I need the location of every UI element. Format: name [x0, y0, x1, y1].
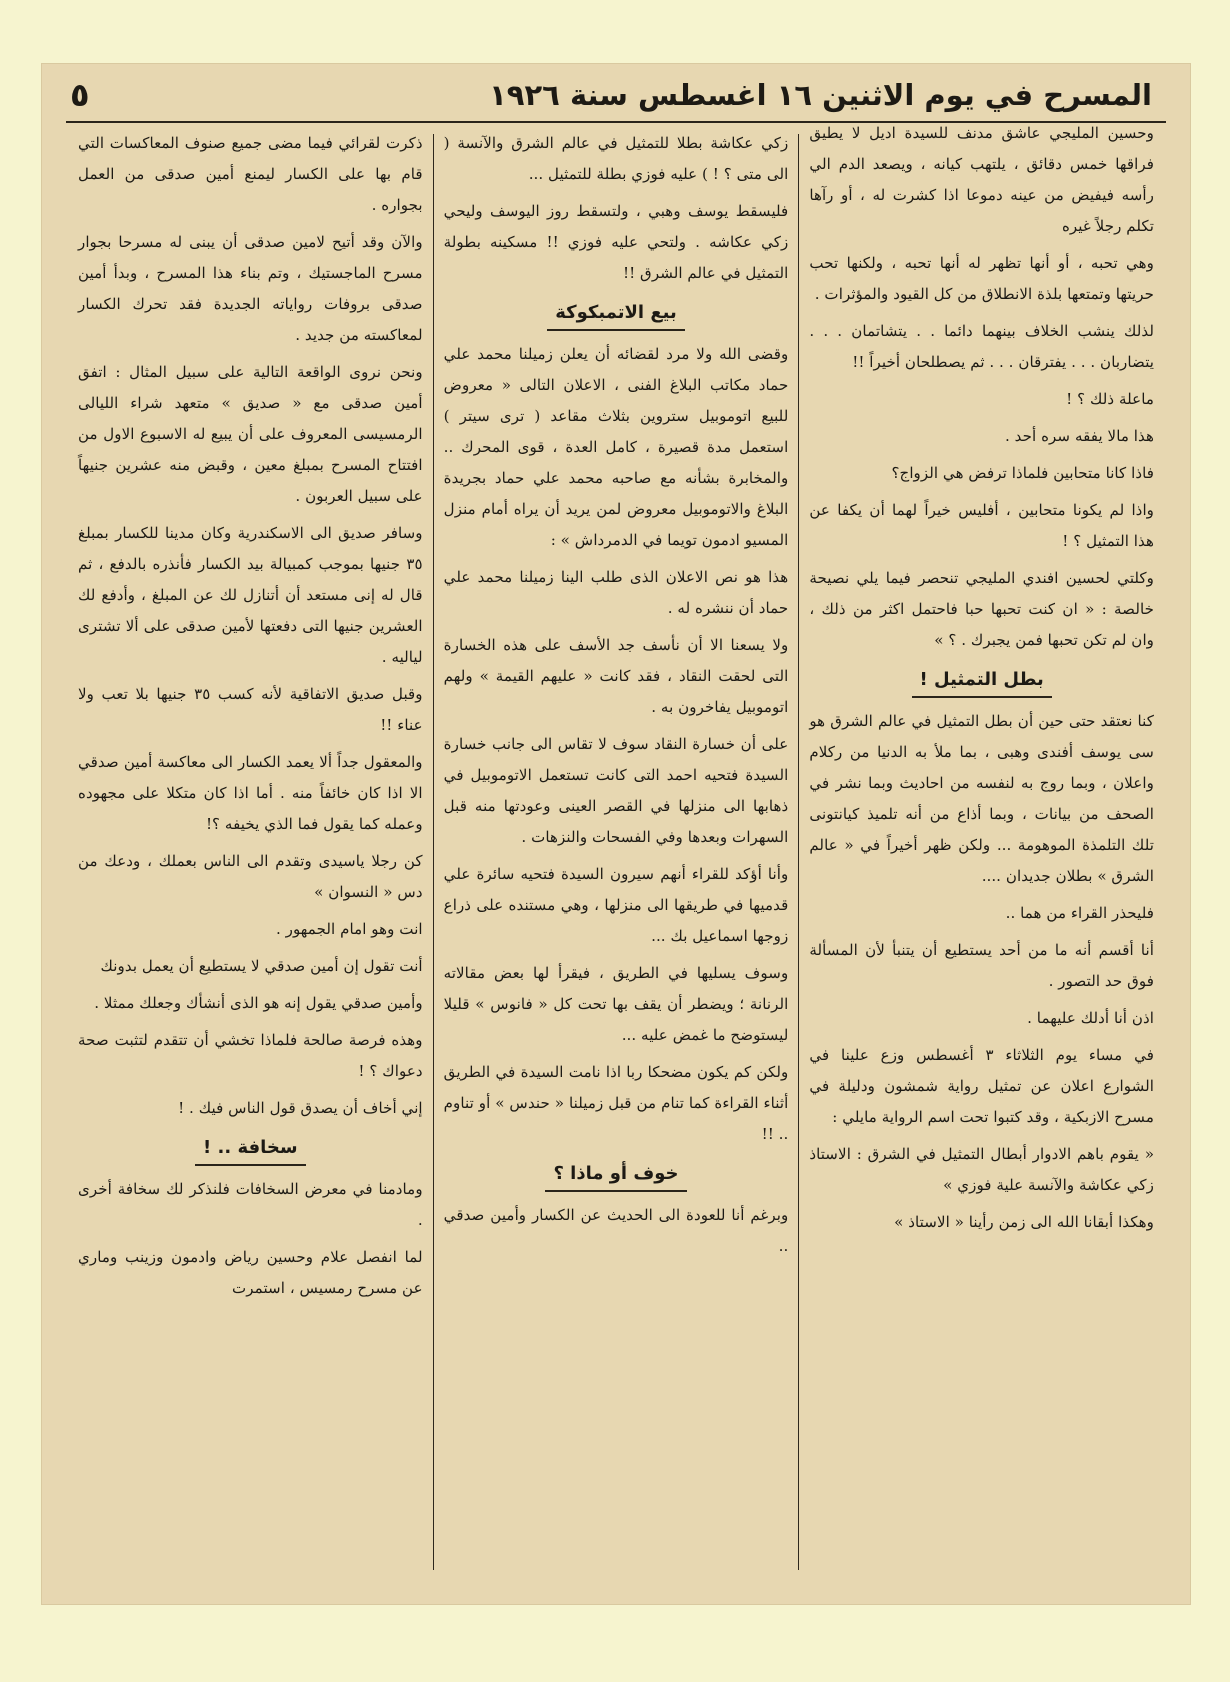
column-middle — [434, 128, 799, 1570]
article-paragraph: زكي عكاشة بطلا للتمثيل في عالم الشرق والآنسة ( الى متى ؟ ! ) عليه فوزي بطلة للتمثيل ... — [443, 134, 789, 183]
article-paragraph: وقبل صديق الاتفاقية لأنه كسب ٣٥ جنيها بلا تعب ولا عناء !! — [77, 685, 423, 734]
article-paragraph: وكلتي لحسين افندي المليجي تنحصر فيما يلي نصيحة خالصة : « ان كنت تحبها حبا فاحتمل اكثر من ذلك ، وان لم تكن تحبها فمن يجبرك . ؟ » — [809, 569, 1154, 649]
article-paragraph: لما انفصل علام وحسين رياض وادمون وزينب وماري عن مسرح رمسيس ، استمرت — [77, 1248, 423, 1297]
article-paragraph: وسافر صديق الى الاسكندرية وكان مدينا للكسار بمبلغ ٣٥ جنيها بموجب كمبيالة بيد الكسار فأنذره بالدفع ، ثم قال له إنى مستعد أن أتنازل لك عن المبلغ ، وأدفع لك العشرين جنيها التى دفعتها لأمين صدقى على ألا تشترى لياليه . — [77, 524, 423, 666]
article-paragraph: ونحن نروى الواقعة التالية على سبيل المثال : اتفق أمين صدقى مع « صديق » متعهد شراء الليالى الرمسيسى المعروف على أن يبيع له الاسبوع الاول من افتتاح المسرح بمبلغ معين ، وقبض منه عشرين جنيهاً على سبيل العربون . — [77, 363, 423, 505]
section-heading — [444, 297, 789, 331]
article-columns — [68, 124, 1164, 1570]
article-paragraph: « يقوم باهم الادوار أبطال التمثيل في الشرق : الاستاذ زكي عكاشة والآنسة علية فوزي » — [809, 1145, 1154, 1194]
article-paragraph: هذا هو نص الاعلان الذى طلب الينا زميلنا محمد علي حماد أن ننشره له . — [443, 568, 789, 617]
article-paragraph: وأنا أؤكد للقراء أنهم سيرون السيدة فتحيه سائرة علي قدميها في طريقها الى منزلها ، وهي مستنده على ذراع زوجها اسماعيل بك ... — [443, 865, 789, 945]
page-number: ٥ — [70, 76, 90, 114]
article-paragraph: ولا يسعنا الا أن نأسف جد الأسف على هذه الخسارة التى لحقت النقاد ، فقد كانت « عليهم القيمة » ولهم اتوموبيل يفاخرون به . — [443, 636, 789, 716]
article-paragraph: وسوف يسليها في الطريق ، فيقرأ لها بعض مقالاته الرنانة ؛ ويضطر أن يقف بها تحت كل « فانوس » قليلا ليستوضح ما غمض عليه ... — [443, 964, 789, 1044]
column-right — [799, 118, 1164, 1570]
article-paragraph: ماعلة ذلك ؟ ! — [1066, 390, 1154, 408]
article-paragraph: في مساء يوم الثلاثاء ٣ أغسطس وزع علينا في الشوارع اعلان عن تمثيل رواية شمشون ودليلة في مسرح الازبكية ، وقد كتبوا تحت اسم الرواية مايلي : — [809, 1046, 1154, 1126]
article-paragraph: وقضى الله ولا مرد لقضائه أن يعلن زميلنا محمد علي حماد مكاتب البلاغ الفنى ، الاعلان التالى « معروض للبيع اتوموبيل ستروين بثلاث مقاعد ( ترى سيتر ) استعمل مدة قصيرة ، كامل العدة ، قوى المحرك .. والمخابرة بشأنه مع صاحبه محمد علي حماد بجريدة البلاغ والاتوموبيل معروض لمن يريد أن يراه أمام منزل المسيو ادمون تويما في الدمرداش » : — [443, 345, 789, 549]
article-paragraph: كن رجلا ياسيدى وتقدم الى الناس بعملك ، ودعك من دس « النسوان » — [77, 852, 423, 901]
article-paragraph: والمعقول جداً ألا يعمد الكسار الى معاكسة أمين صدقي الا اذا كان خائفاً منه . أما اذا كان متكلا على مجهوده وعمله كما يقول فما الذي يخيفه ؟! — [77, 753, 423, 833]
newspaper-page — [42, 64, 1190, 1604]
article-paragraph: واذا لم يكونا متحابين ، أفليس خيراً لهما أن يكفا عن هذا التمثيل ؟ ! — [809, 501, 1154, 550]
article-paragraph: وهي تحبه ، أو أنها تظهر له أنها تحبه ، ولكنها تحب حريتها وتمتعها بلذة الانطلاق من كل القيود والمؤثرات . — [809, 254, 1154, 303]
article-paragraph: وهكذا أبقانا الله الى زمن رأينا « الاستاذ » — [894, 1213, 1154, 1231]
article-paragraph: وحسين المليجي عاشق مدنف للسيدة اديل لا يطيق فراقها خمس دقائق ، يلتهب كيانه ، ويصعد الدم الي رأسه فيفيض من عينه دموعا اذا كشرت له ، أو رآها تكلم رجلاً غيره — [809, 124, 1154, 235]
section-heading-text: سخافة .. ! — [195, 1132, 306, 1166]
section-heading-text: بيع الاتمبكوكة — [547, 297, 685, 331]
section-heading-text: بطل التمثيل ! — [912, 664, 1052, 698]
article-paragraph: إني أخاف أن يصدق قول الناس فيك . ! — [178, 1099, 423, 1117]
section-heading — [78, 1132, 423, 1166]
article-paragraph: أنا أقسم أنه ما من أحد يستطيع أن يتنبأ لأن المسألة فوق حد التصور . — [809, 941, 1154, 990]
article-paragraph: فاذا كانا متحابين فلماذا ترفض هي الزواج؟ — [891, 464, 1154, 482]
header-title: المسرح في يوم الاثنين ١٦ اغسطس سنة ١٩٢٦ — [489, 78, 1152, 112]
article-paragraph: أنت تقول إن أمين صدقي لا يستطيع أن يعمل بدونك — [100, 957, 423, 975]
article-paragraph: فليحذر القراء من هما .. — [1005, 904, 1154, 922]
article-paragraph: انت وهو امام الجمهور . — [275, 920, 423, 938]
article-paragraph: كنا نعتقد حتى حين أن بطل التمثيل في عالم الشرق هو سى يوسف أفندى وهبى ، بما ملأ به الدنيا من ركلام واعلان ، وبما روج به لنفسه من احاديث وبما نشر في الصحف من بيانات ، وبما أذاع من أنه تلميذ كيانتونى تلك التلمذة الموهومة ... ولكن ظهر أخيراً في « عالم الشرق » بطلان جديدان .... — [809, 712, 1154, 885]
page-header — [60, 70, 1172, 120]
article-paragraph: هذا مالا يفقه سره أحد . — [1005, 427, 1154, 445]
article-paragraph: ومادمنا في معرض السخافات فلنذكر لك سخافة أخرى . — [77, 1180, 423, 1229]
section-heading — [444, 1158, 789, 1192]
column-left — [68, 128, 433, 1570]
article-paragraph: اذن أنا أدلك عليهما . — [1027, 1009, 1154, 1027]
section-heading — [809, 664, 1154, 698]
article-paragraph: فليسقط يوسف وهبي ، ولتسقط روز اليوسف وليحي زكي عكاشه . ولتحي عليه فوزي !! مسكينه بطولة التمثيل في عالم الشرق !! — [443, 202, 789, 282]
article-paragraph: لذلك ينشب الخلاف بينهما دائما . . يتشاتمان . . . يتضاربان . . . يفترقان . . . ثم يصطلحان أخيراً !! — [809, 322, 1154, 371]
section-heading-text: خوف أو ماذا ؟ — [545, 1158, 686, 1192]
article-paragraph: وبرغم أنا للعودة الى الحديث عن الكسار وأمين صدقي .. — [443, 1206, 789, 1255]
article-paragraph: والآن وقد أتيح لامين صدقى أن يبنى له مسرحا بجوار مسرح الماجستيك ، وتم بناء هذا المسرح ، وبدأ أمين صدقى بروفات رواياته الجديدة فقد تحرك الكسار لمعاكسته من جديد . — [77, 233, 423, 344]
article-paragraph: ذكرت لقرائي فيما مضى جميع صنوف المعاكسات التي قام بها على الكسار ليمنع أمين صدقى من العمل بجواره . — [77, 134, 423, 214]
article-paragraph: وأمين صدقي يقول إنه هو الذى أنشأك وجعلك ممثلا . — [94, 994, 423, 1012]
article-paragraph: ولكن كم يكون مضحكا ربا اذا نامت السيدة في الطريق أثناء القراءة كما تنام من قبل زميلنا « حندس » أو تناوم .. !! — [443, 1063, 789, 1143]
article-paragraph: على أن خسارة النقاد سوف لا تقاس الى جانب خسارة السيدة فتحيه احمد التى كانت تستعمل الاتوموبيل في ذهابها الى منزلها في القصر العينى وعودتها منه قبل السهرات وبعدها وفي الفسحات والنزهات . — [443, 735, 789, 846]
article-paragraph: وهذه فرصة صالحة فلماذا تخشي أن تتقدم لتثبت صحة دعواك ؟ ! — [77, 1031, 423, 1080]
